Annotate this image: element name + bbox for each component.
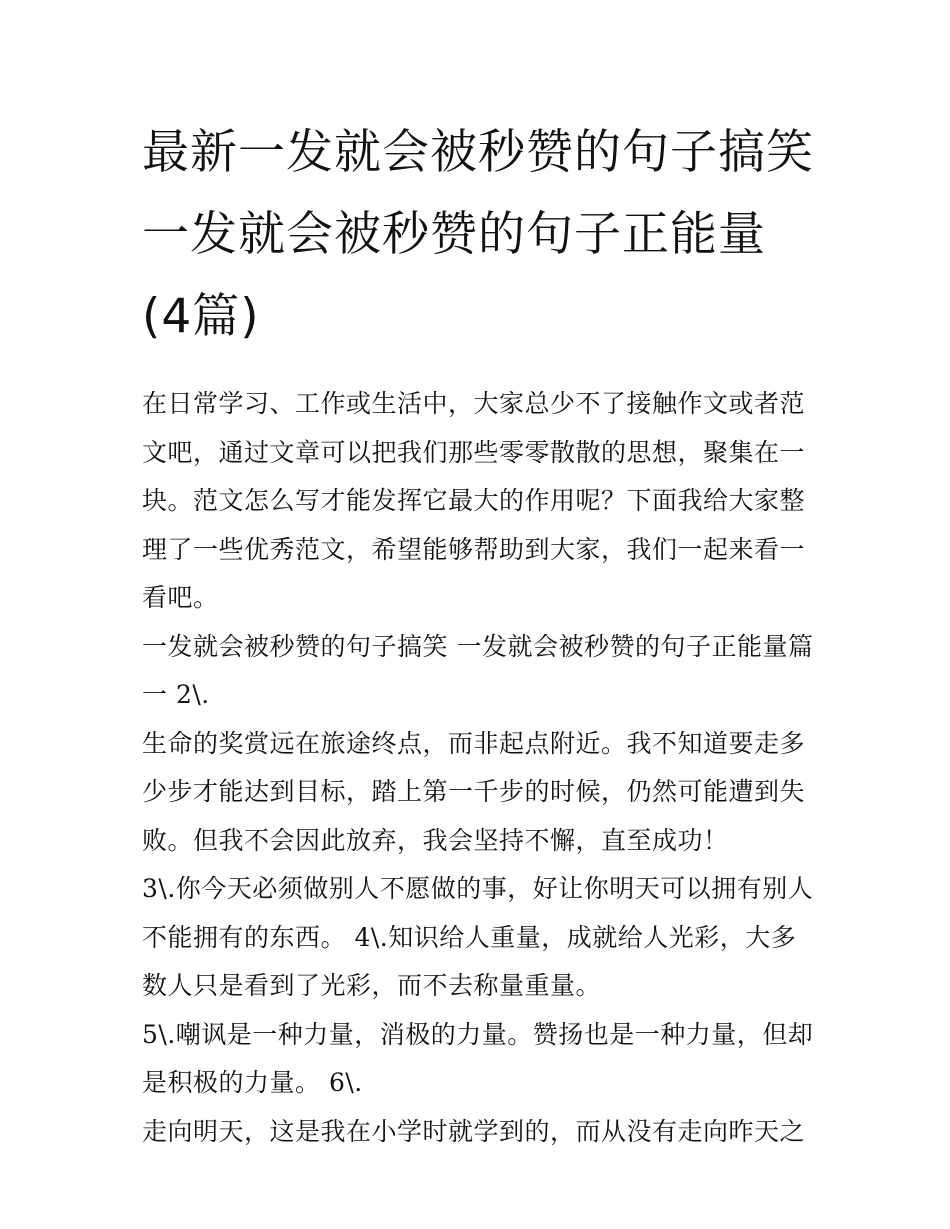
paragraph-section-heading: 一发就会被秒赞的句子搞笑 一发就会被秒赞的句子正能量篇一 2\. xyxy=(142,631,814,709)
document-page xyxy=(142,112,814,1156)
paragraph-quote-7: 走向明天，这是我在小学时就学到的，而从没有走向昨天之 xyxy=(142,1116,806,1146)
paragraph-quote-3-4: 3\.你今天必须做别人不愿做的事，好让你明天可以拥有别人不能拥有的东西。 4\.知识给人重量，成就给人光彩，大多数人只是看到了光彩，而不去称量重量。 xyxy=(142,874,814,1000)
document-body xyxy=(142,380,814,1156)
paragraph-quote-5-6: 5\.嘲讽是一种力量，消极的力量。赞扬也是一种力量，但却是积极的力量。 6\. xyxy=(142,1019,814,1097)
document-title: 最新一发就会被秒赞的句子搞笑 一发就会被秒赞的句子正能量(4篇) xyxy=(142,125,814,344)
paragraph-quote-2: 生命的奖赏远在旅途终点，而非起点附近。我不知道要走多少步才能达到目标，踏上第一千步的时候，仍然可能遭到失败。但我不会因此放弃，我会坚持不懈，直至成功！ xyxy=(142,728,806,855)
paragraph-intro: 在日常学习、工作或生活中，大家总少不了接触作文或者范文吧，通过文章可以把我们那些零零散散的思想，聚集在一块。范文怎么写才能发挥它最大的作用呢？下面我给大家整理了一些优秀范文，希望能够帮助到大家，我们一起来看一看吧。 xyxy=(142,389,806,612)
